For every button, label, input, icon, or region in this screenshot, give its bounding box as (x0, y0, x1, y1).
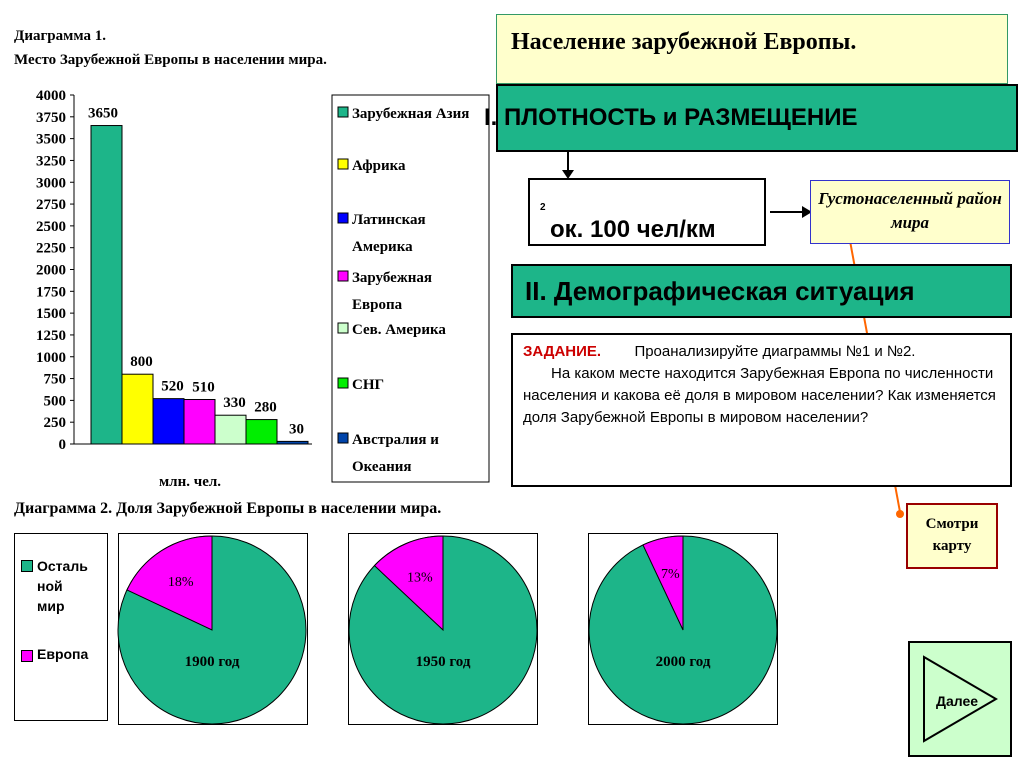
next-button[interactable] (908, 641, 1012, 757)
next-label: Далее (936, 693, 979, 709)
x-axis-label: млн. чел. (158, 474, 222, 490)
page-title: Население зарубежной Европы. (511, 29, 857, 55)
y-tick-label: 3250 (36, 153, 66, 170)
legend-label-europe: Европа (37, 646, 89, 662)
bar-data-label: 800 (130, 354, 153, 371)
y-tick-label: 0 (58, 437, 66, 453)
legend-label: Сев. Америка (352, 322, 446, 338)
y-tick-label: 500 (43, 393, 66, 410)
section1-label: I. ПЛОТНОСТЬ и РАЗМЕЩЕНИЕ (484, 104, 858, 131)
y-tick-label: 4000 (36, 88, 66, 104)
legend-label: Латинская (352, 212, 426, 228)
task-label: ЗАДАНИЕ. (523, 343, 602, 360)
pie-year-label: 1950 год (415, 654, 471, 670)
bar-data-label: 3650 (88, 105, 118, 122)
bar-data-label: 330 (223, 395, 246, 412)
y-tick-label: 1000 (36, 349, 66, 366)
pie-pct-label: 13% (407, 570, 433, 586)
pie-year-label: 2000 год (655, 654, 711, 670)
y-tick-label: 2000 (36, 262, 66, 279)
y-tick-label: 3000 (36, 175, 66, 192)
y-tick-label: 1750 (36, 284, 66, 301)
task-line1: Проанализируйте диаграммы №1 и №2. (634, 343, 916, 360)
pie-pct-label: 7% (660, 567, 680, 583)
legend-label: Европа (352, 297, 403, 313)
y-tick-label: 250 (43, 415, 66, 432)
legend-label-rest: Осталь ной мир (37, 558, 88, 614)
y-tick-label: 3500 (36, 131, 66, 148)
see-map-label: Смотри карту (925, 516, 979, 554)
legend-label: Австралия и (352, 432, 439, 448)
task-line2: На каком месте находится Зарубежная Европа по численности населения и какова её доля в мировом населении? Как изменяется доля Зарубежной Европы в мировом населении? (523, 365, 996, 426)
legend-label: Зарубежная Азия (352, 106, 470, 122)
chart1-title-line2: Место Зарубежной Европы в населении мира. (14, 52, 327, 68)
bar-data-label: 280 (254, 399, 277, 416)
legend-label: СНГ (352, 377, 385, 393)
y-tick-label: 2500 (36, 218, 66, 235)
y-tick-label: 3750 (36, 109, 66, 126)
chart2-title: Диаграмма 2. Доля Зарубежной Европы в населении мира. (14, 500, 442, 517)
y-tick-label: 2250 (36, 240, 66, 257)
y-tick-label: 750 (43, 371, 66, 388)
y-tick-label: 1500 (36, 306, 66, 323)
legend-label: Океания (352, 459, 412, 475)
legend-label: Америка (352, 239, 413, 255)
legend-label: Зарубежная (352, 270, 432, 286)
pie-pct-label: 18% (167, 574, 194, 590)
pie-year-label: 1900 год (184, 654, 240, 670)
bar-data-label: 30 (289, 421, 304, 438)
y-tick-label: 2750 (36, 197, 66, 214)
density-value: ок. 100 чел/км (550, 216, 716, 243)
bar-data-label: 520 (161, 378, 184, 395)
y-tick-label: 1250 (36, 327, 66, 344)
dense-region-label: Густонаселенный район мира (818, 189, 1002, 232)
legend-label: Африка (352, 158, 406, 174)
chart1-title-line1: Диаграмма 1. (14, 28, 106, 44)
section2-label: II. Демографическая ситуация (525, 276, 915, 306)
density-sup: 2 (540, 202, 546, 213)
bar-data-label: 510 (192, 379, 215, 396)
